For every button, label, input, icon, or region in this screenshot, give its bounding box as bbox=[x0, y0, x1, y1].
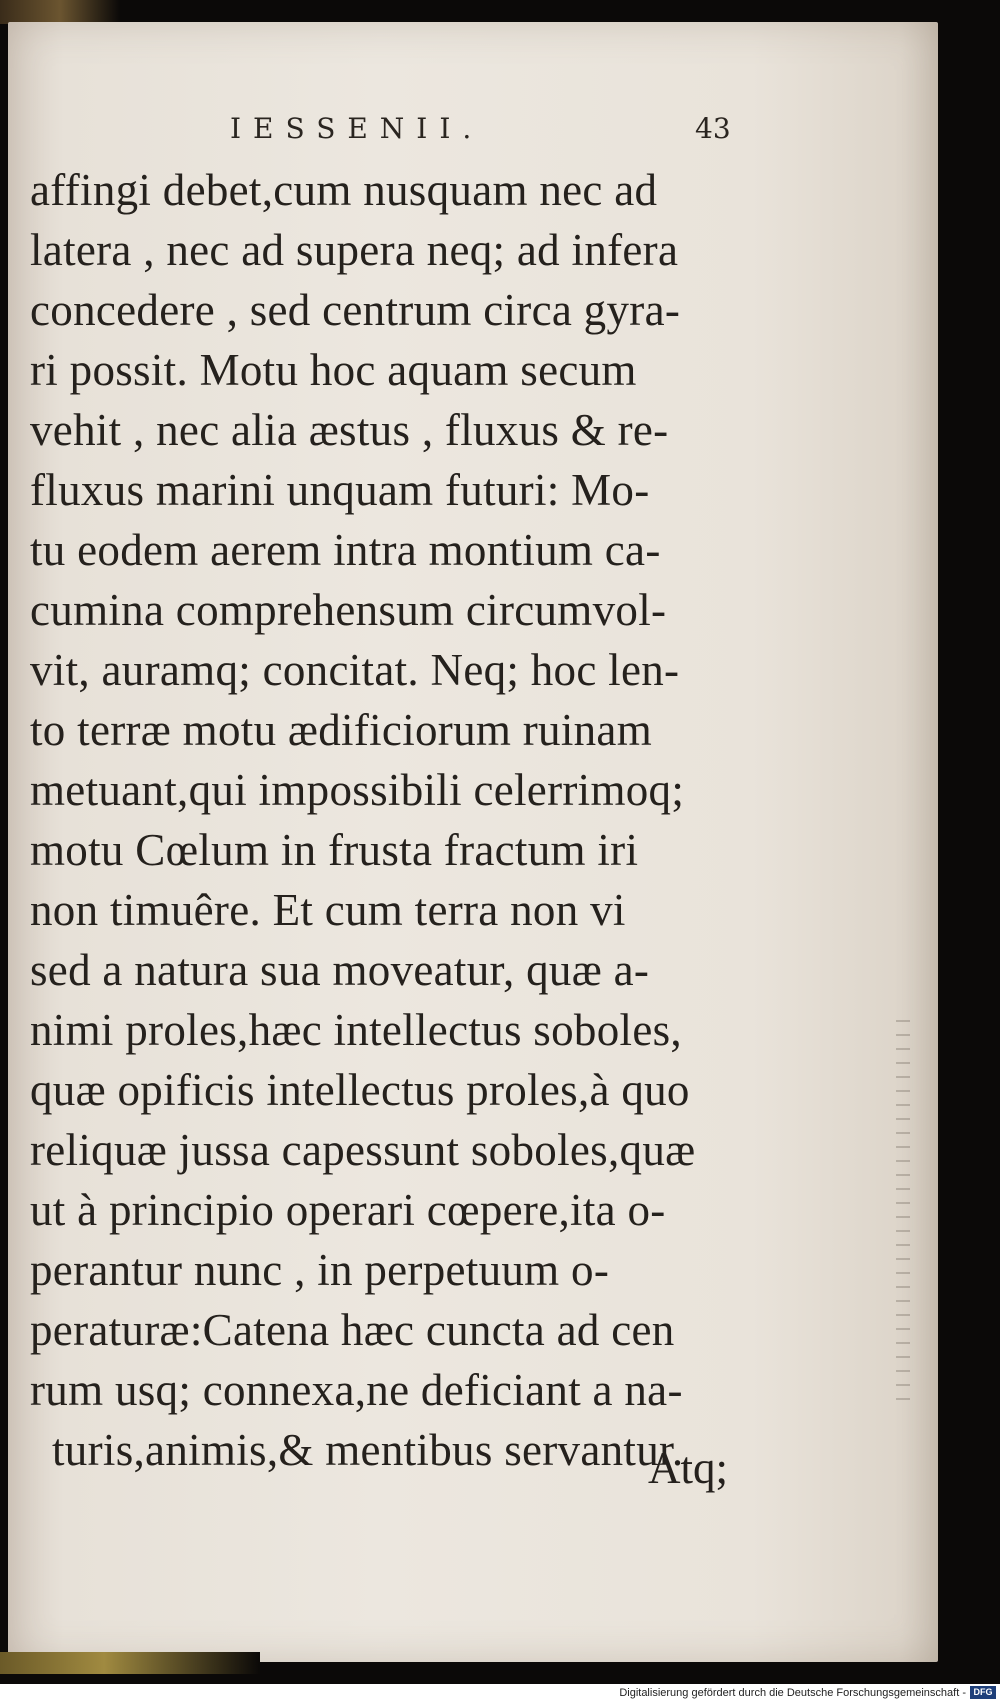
text-line: fluxus marini unquam futuri: Mo- bbox=[30, 465, 650, 515]
text-line: quæ opificis intellectus proles,à quo bbox=[30, 1065, 690, 1115]
text-line: latera , nec ad supera neq; ad infera bbox=[30, 225, 679, 275]
page-edge-marks bbox=[896, 1020, 910, 1400]
text-line: sed a natura sua moveatur, quæ a- bbox=[30, 945, 650, 995]
text-line: turis,animis,& mentibus servantur. bbox=[52, 1425, 684, 1475]
binding-edge-top bbox=[0, 0, 120, 24]
text-line: concedere , sed centrum circa gyra- bbox=[30, 285, 681, 335]
text-line: tu eodem aerem intra montium ca- bbox=[30, 525, 661, 575]
dfg-logo: DFG bbox=[970, 1686, 996, 1699]
running-header: IESSENII. bbox=[230, 112, 484, 145]
text-line: rum usq; connexa,ne deficiant a na- bbox=[30, 1365, 683, 1415]
text-line: vehit , nec alia æstus , fluxus & re- bbox=[30, 405, 669, 455]
binding-edge-bottom bbox=[0, 1652, 260, 1674]
text-line: vit, auramq; concitat. Neq; hoc len- bbox=[30, 645, 680, 695]
text-line: ri possit. Motu hoc aquam secum bbox=[30, 345, 637, 395]
text-line: ut à principio operari cœpere,ita o- bbox=[30, 1185, 666, 1235]
footer-credit: Digitalisierung gefördert durch die Deutsche Forschungsgemeinschaft - bbox=[619, 1687, 966, 1699]
text-line: non timuêre. Et cum terra non vi bbox=[30, 885, 626, 935]
text-line: affingi debet,cum nusquam nec ad bbox=[30, 165, 658, 215]
text-line: peraturæ:Catena hæc cuncta ad cen bbox=[30, 1305, 675, 1355]
text-line: metuant,qui impossibili celerrimoq; bbox=[30, 765, 685, 815]
text-line: reliquæ jussa capessunt soboles,quæ bbox=[30, 1125, 696, 1175]
catchword: Atq; bbox=[648, 1443, 729, 1493]
text-line: nimi proles,hæc intellectus soboles, bbox=[30, 1005, 682, 1055]
text-line: motu Cœlum in frusta fractum iri bbox=[30, 825, 639, 875]
text-line: to terræ motu ædificiorum ruinam bbox=[30, 705, 652, 755]
page-number: 43 bbox=[695, 112, 731, 145]
text-line: cumina comprehensum circumvol- bbox=[30, 585, 667, 635]
text-line: perantur nunc , in perpetuum o- bbox=[30, 1245, 610, 1295]
body-text bbox=[30, 160, 750, 1480]
